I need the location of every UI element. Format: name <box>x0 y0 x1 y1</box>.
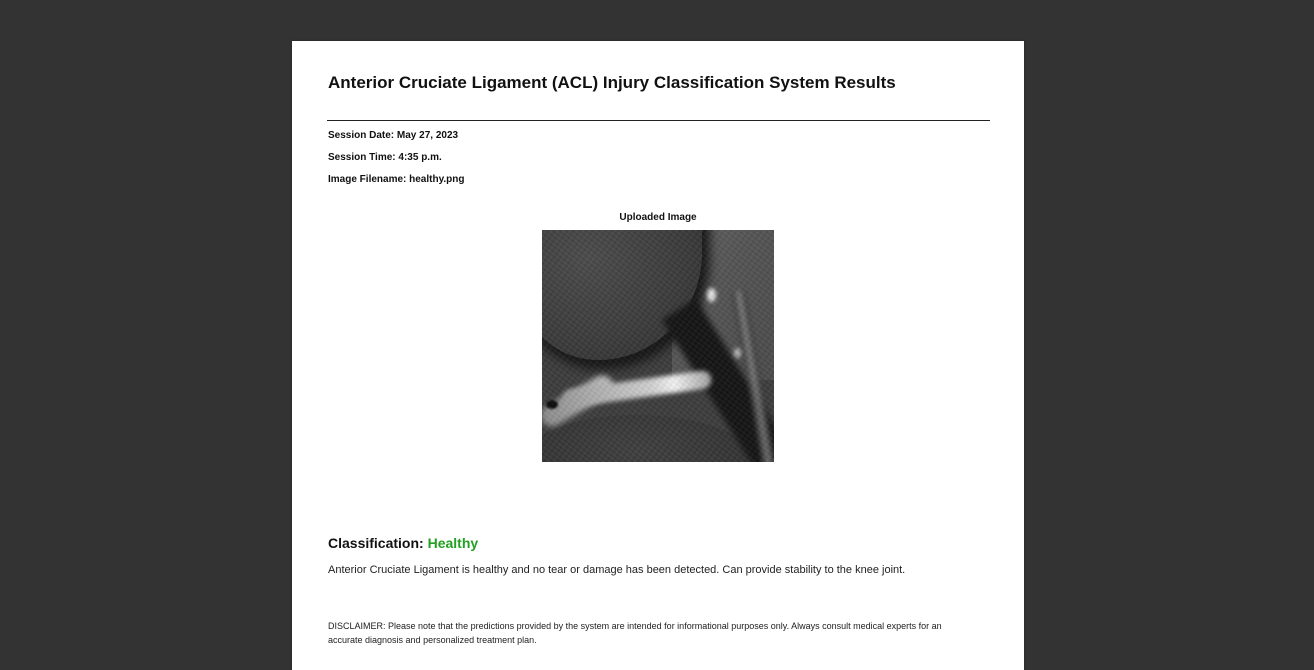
image-filename: Image Filename: healthy.png <box>328 174 465 185</box>
session-time: Session Time: 4:35 p.m. <box>328 152 442 163</box>
disclaimer-text: DISCLAIMER: Please note that the predictions provided by the system are intended for informational purposes only. Always consult medical experts for an accurate diagnosis and personalized treatment plan. <box>328 621 942 645</box>
classification-label: Classification: <box>328 535 424 551</box>
uploaded-image-caption: Uploaded Image <box>619 212 697 223</box>
mri-texture <box>542 230 774 462</box>
classification-value: Healthy <box>427 535 479 551</box>
session-date: Session Date: May 27, 2023 <box>328 130 459 141</box>
uploaded-mri-image <box>542 230 774 462</box>
title-divider <box>327 120 990 121</box>
report-title: Anterior Cruciate Ligament (ACL) Injury Classification System Results <box>328 73 896 92</box>
report-page <box>292 41 1024 670</box>
classification-description: Anterior Cruciate Ligament is healthy and no tear or damage has been detected. Can provide stability to the knee joint. <box>328 564 906 576</box>
classification-result <box>328 535 478 551</box>
